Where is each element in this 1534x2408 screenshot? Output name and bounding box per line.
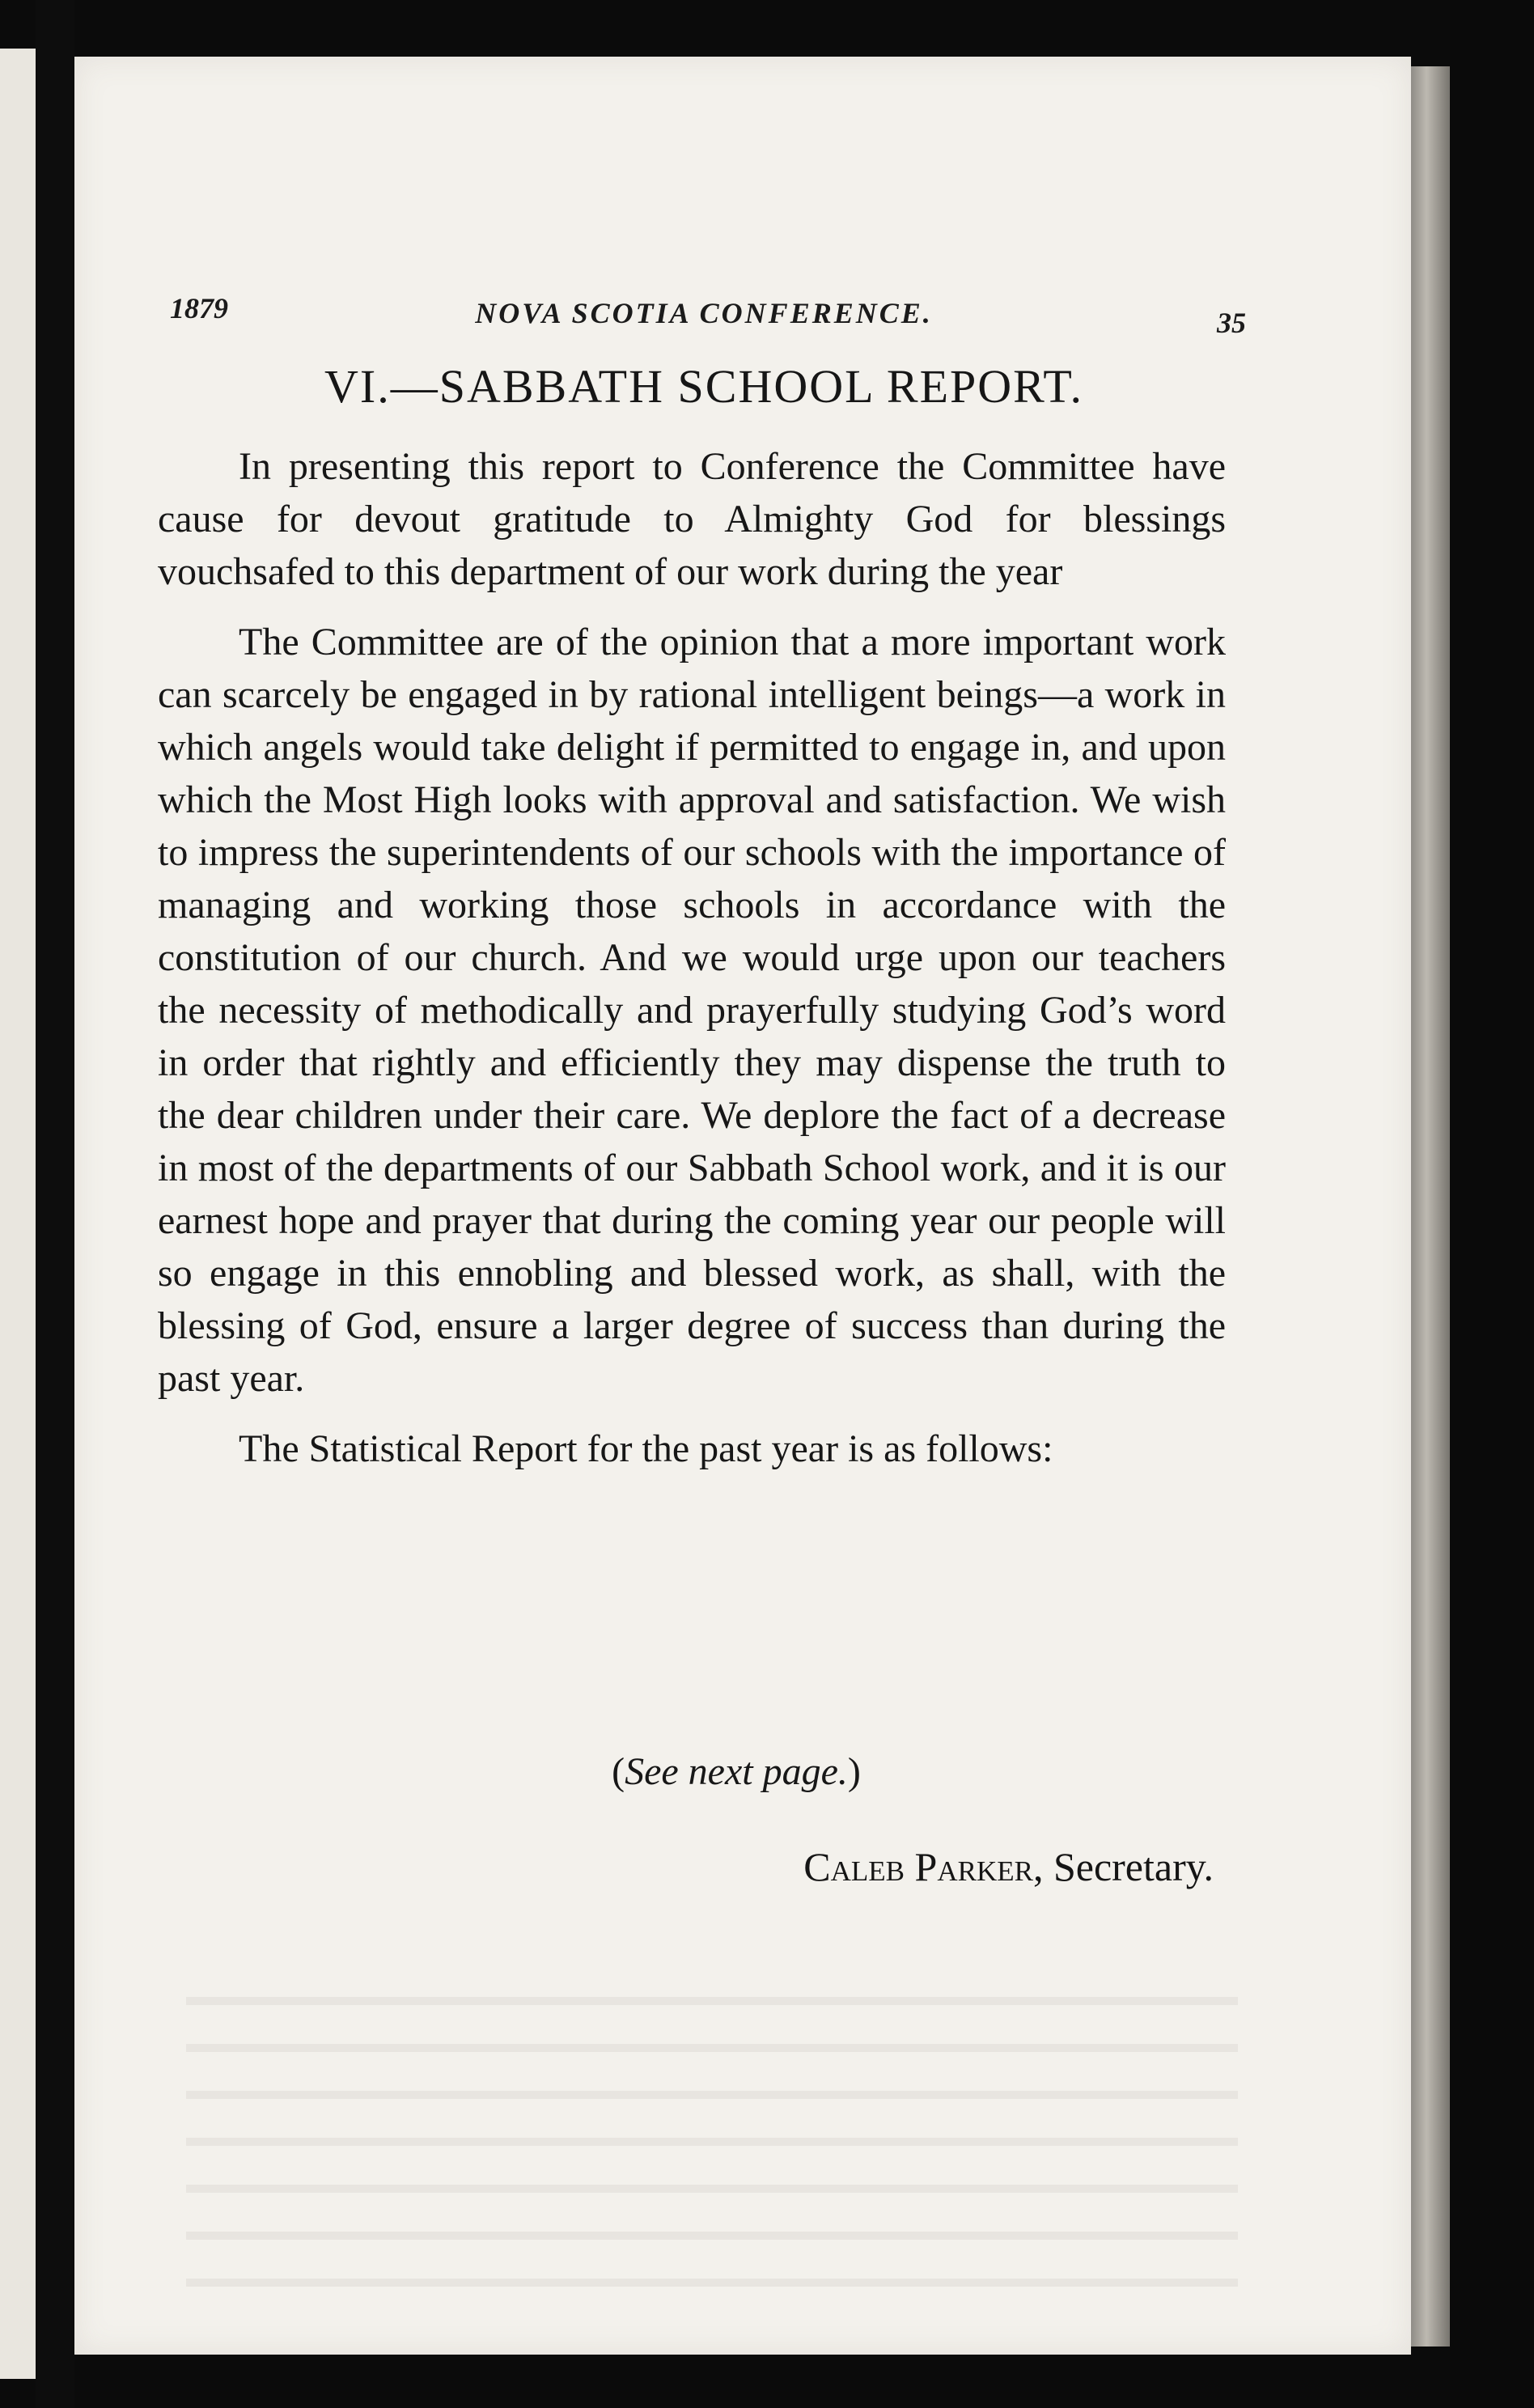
running-title: NOVA SCOTIA CONFERENCE. <box>475 297 933 329</box>
paragraph-main: The Committee are of the opinion that a more important work can scarcely be engaged in by rational intelligent beings—a work in which angels would take delight if permitted to engage in, and upon which the Most High looks with approval and satisfaction. We wish to impress the superintendents of our schools with the importance of managing and working those schools in accordance with the constitution of our church. And we would urge upon our teachers the necessity of methodically and prayerfully studying God’s word in order that rightly and efficiently they may dispense the truth to the dear children under their care. We deplore the fact of a decrease in most of the departments of our Sabbath School work, and it is our earnest hope and prayer that during the coming year our people will so engage in this ennobling and blessed work, as shall, with the blessing of God, ensure a larger degree of success than during the past year. <box>158 621 1226 1400</box>
page-stack-edge <box>1411 66 1450 2347</box>
header-year: 1879 <box>170 292 228 324</box>
show-through <box>186 1958 1238 2298</box>
see-next-text: See next page. <box>625 1750 848 1793</box>
page-number: 35 <box>1217 307 1246 339</box>
paragraph-intro: In presenting this report to Conference the Committee have cause for devout gratitude to Almighty God for blessings vouchsafed to this department of our work during the year <box>158 445 1226 593</box>
report-body <box>158 440 1226 1493</box>
facing-page-edge <box>0 49 36 2379</box>
signature-name: Caleb Parker <box>803 1844 1033 1889</box>
book-gutter <box>36 0 74 2408</box>
report-title: VI.—SABBATH SCHOOL REPORT. <box>324 360 1083 413</box>
running-header <box>162 285 1246 341</box>
signature <box>162 1843 1214 1890</box>
signature-role: , Secretary. <box>1032 1844 1214 1889</box>
scan-border <box>1450 0 1534 2408</box>
see-next-page-note <box>162 1749 1246 1794</box>
paragraph-statistical: The Statistical Report for the past year is as follows: <box>239 1427 1053 1470</box>
paren-close: ) <box>847 1750 861 1793</box>
paren-open: ( <box>612 1750 625 1793</box>
